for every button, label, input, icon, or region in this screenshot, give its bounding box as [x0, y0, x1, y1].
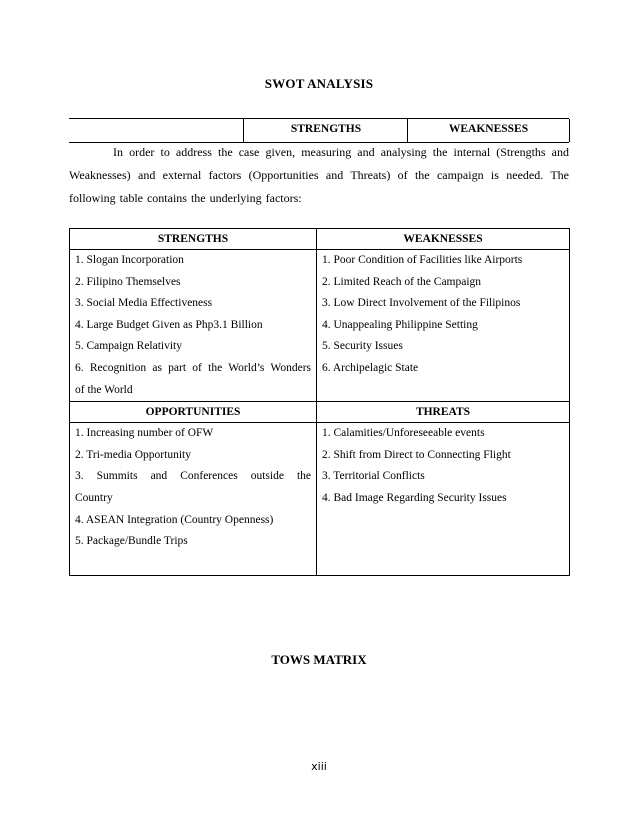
weakness-item: 4. Unappealing Philippine Setting [322, 318, 478, 331]
paragraph-line: following table contains the underlying factors: [69, 191, 302, 205]
section-subtitle: TOWS MATRIX [271, 652, 367, 667]
weakness-item: 5. Security Issues [322, 340, 403, 353]
header-strengths-cell: STRENGTHS [243, 119, 408, 142]
strength-item-continued: of the World [75, 383, 133, 396]
paragraph-line: Weaknesses) and external factors (Opportunities and Threats) of the campaign is needed. The [69, 168, 569, 182]
swot-table [69, 228, 570, 576]
strength-item: 4. Large Budget Given as Php3.1 Billion [75, 318, 263, 331]
swot-header-strip [69, 118, 569, 143]
strength-item: 1. Slogan Incorporation [75, 254, 184, 266]
opportunity-item: 3. Summits and Conferences outside the [75, 470, 311, 483]
threat-item: 4. Bad Image Regarding Security Issues [322, 491, 507, 504]
header-weaknesses-cell: WEAKNESSES [407, 119, 570, 142]
weaknesses-header: WEAKNESSES [317, 229, 570, 250]
opportunity-item: 5. Package/Bundle Trips [75, 535, 188, 548]
weakness-item: 3. Low Direct Involvement of the Filipinos [322, 297, 521, 310]
strength-item: 6. Recognition as part of the World’s Wonders [75, 361, 311, 374]
strengths-header: STRENGTHS [70, 229, 317, 250]
intro-paragraph [69, 141, 569, 210]
opportunities-cell [70, 423, 317, 576]
weakness-item: 1. Poor Condition of Facilities like Airports [322, 254, 523, 266]
table-row [70, 423, 570, 576]
threat-item: 1. Calamities/Unforeseeable events [322, 427, 485, 440]
page-number: xiii [311, 760, 327, 773]
threats-header: THREATS [317, 402, 570, 423]
opportunity-item: 2. Tri-media Opportunity [75, 448, 191, 461]
strength-item: 2. Filipino Themselves [75, 275, 181, 288]
paragraph-line: In order to address the case given, measuring and analysing the internal (Strengths and [113, 145, 569, 159]
weakness-item: 6. Archipelagic State [322, 361, 419, 374]
page-title: SWOT ANALYSIS [264, 76, 374, 91]
opportunity-item: 1. Increasing number of OFW [75, 427, 214, 440]
strengths-cell [70, 250, 317, 402]
opportunity-item-continued: Country [75, 491, 113, 504]
threat-item: 3. Territorial Conflicts [322, 470, 425, 483]
opportunities-header: OPPORTUNITIES [70, 402, 317, 423]
opportunity-item: 4. ASEAN Integration (Country Openness) [75, 513, 274, 526]
threat-item: 2. Shift from Direct to Connecting Flight [322, 448, 511, 461]
strength-item: 3. Social Media Effectiveness [75, 297, 213, 310]
table-row [70, 250, 570, 402]
threats-cell [317, 423, 570, 576]
weakness-item: 2. Limited Reach of the Campaign [322, 275, 482, 288]
weaknesses-cell [317, 250, 570, 402]
strength-item: 5. Campaign Relativity [75, 340, 182, 353]
table-header-row [70, 229, 570, 250]
table-header-row [70, 402, 570, 423]
